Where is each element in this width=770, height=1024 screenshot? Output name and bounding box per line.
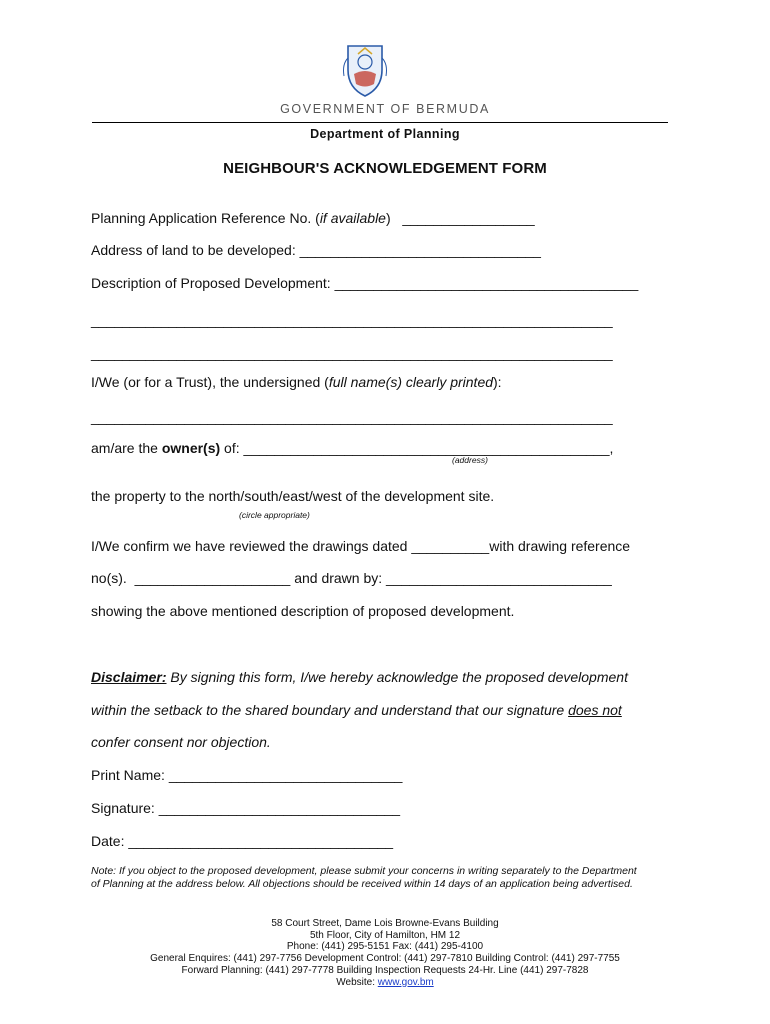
date-label: Date: [91,833,125,849]
address-field[interactable] [91,242,541,258]
form-title: NEIGHBOUR'S ACKNOWLEDGEMENT FORM [223,160,547,177]
drawing-numbers-blank[interactable]: ____________________ [134,570,291,586]
description-field[interactable] [91,275,638,291]
reference-label-italic: if available [319,210,386,226]
print-name-blank[interactable]: ______________________________ [168,767,403,783]
description-blank-line-3[interactable]: ___________________________________________________________________ [91,345,613,361]
circle-hint: (circle appropriate) [239,510,310,520]
header-divider [92,122,668,123]
footer-forward-planning: Forward Planning: (441) 297-7778 Building Inspection Requests 24-Hr. Line (441) 297-7828 [181,964,589,976]
owner-suffix: of: [220,440,244,456]
disclaimer-line-3: confer consent nor objection. [91,734,271,750]
description-blank[interactable]: _______________________________________ [334,275,639,291]
description-label: Description of Proposed Development: [91,275,331,291]
disclaimer-text-1: By signing this form, I/we hereby acknowledge the proposed development [166,669,628,685]
note-line-2: of Planning at the address below. All objections should be received within 14 days of an application being advertised. [91,878,633,890]
disclaimer-line-1 [91,669,628,685]
confirm-suffix: with drawing reference [489,538,631,554]
disclaimer-line-2 [91,702,622,718]
owner-prefix: am/are the [91,440,162,456]
objection-note [91,865,637,891]
signature-blank[interactable]: _______________________________ [158,800,401,816]
confirm-drawings-field[interactable] [91,538,630,554]
contact-footer [0,918,770,988]
reference-blank[interactable]: _________________ [402,210,535,226]
description-blank-line-2[interactable]: ___________________________________________________________________ [91,312,613,328]
drawn-by-blank[interactable]: _____________________________ [386,570,612,586]
drawn-by-label: and drawn by: [294,570,383,586]
note-line-1: Note: If you object to the proposed development, please submit your concerns in writing separately to the Department [91,865,637,877]
reference-label-close: ) [385,210,391,226]
full-name-blank[interactable]: ___________________________________________________________________ [91,409,613,425]
address-blank[interactable]: _______________________________ [299,242,541,258]
date-blank[interactable]: __________________________________ [128,833,394,849]
disclaimer-does-not: does not [568,702,622,718]
bermuda-coat-of-arms-logo [340,40,390,100]
reference-field[interactable] [91,210,535,226]
website-link[interactable]: www.gov.bm [377,976,434,988]
owner-address-blank[interactable]: _______________________________________________ [243,440,610,456]
disclaimer-text-2: within the setback to the shared boundary and understand that our signature [91,702,569,718]
reference-label: Planning Application Reference No. ( [91,210,320,226]
property-direction-line: the property to the north/south/east/west of the development site. [91,488,495,504]
drawing-numbers-field[interactable] [91,570,612,586]
showing-line: showing the above mentioned description of proposed development. [91,603,515,619]
footer-floor: 5th Floor, City of Hamilton, HM 12 [309,929,461,941]
address-label: Address of land to be developed: [91,242,296,258]
print-name-field[interactable] [91,767,402,783]
drawings-date-blank[interactable]: __________ [411,538,490,554]
date-field[interactable] [91,833,393,849]
footer-website [0,977,770,989]
footer-address: 58 Court Street, Dame Lois Browne-Evans Building [271,918,499,929]
owner-comma: , [609,440,614,456]
government-title: GOVERNMENT OF BERMUDA [280,102,490,116]
print-name-label: Print Name: [91,767,165,783]
owner-bold: owner(s) [161,440,221,456]
confirm-prefix: I/We confirm we have reviewed the drawings dated [91,538,412,554]
undersigned-label-line [91,374,502,390]
footer-phone-fax: Phone: (441) 295-5151 Fax: (441) 295-4100 [286,941,484,953]
owner-field[interactable] [91,440,613,456]
footer-enquiries: General Enquires: (441) 297-7756 Development Control: (441) 297-7810 Building Control: (441) 297-7755 [150,953,620,965]
department-name: Department of Planning [310,127,460,141]
address-hint: (address) [452,455,488,465]
disclaimer-label: Disclaimer: [91,669,167,685]
undersigned-prefix: I/We (or for a Trust), the undersigned ( [91,374,329,390]
website-label: Website: [336,976,378,988]
signature-field[interactable] [91,800,400,816]
undersigned-suffix: ): [493,374,502,390]
signature-label: Signature: [91,800,155,816]
nos-label: no(s). [91,570,127,586]
undersigned-italic: full name(s) clearly printed [328,374,494,390]
